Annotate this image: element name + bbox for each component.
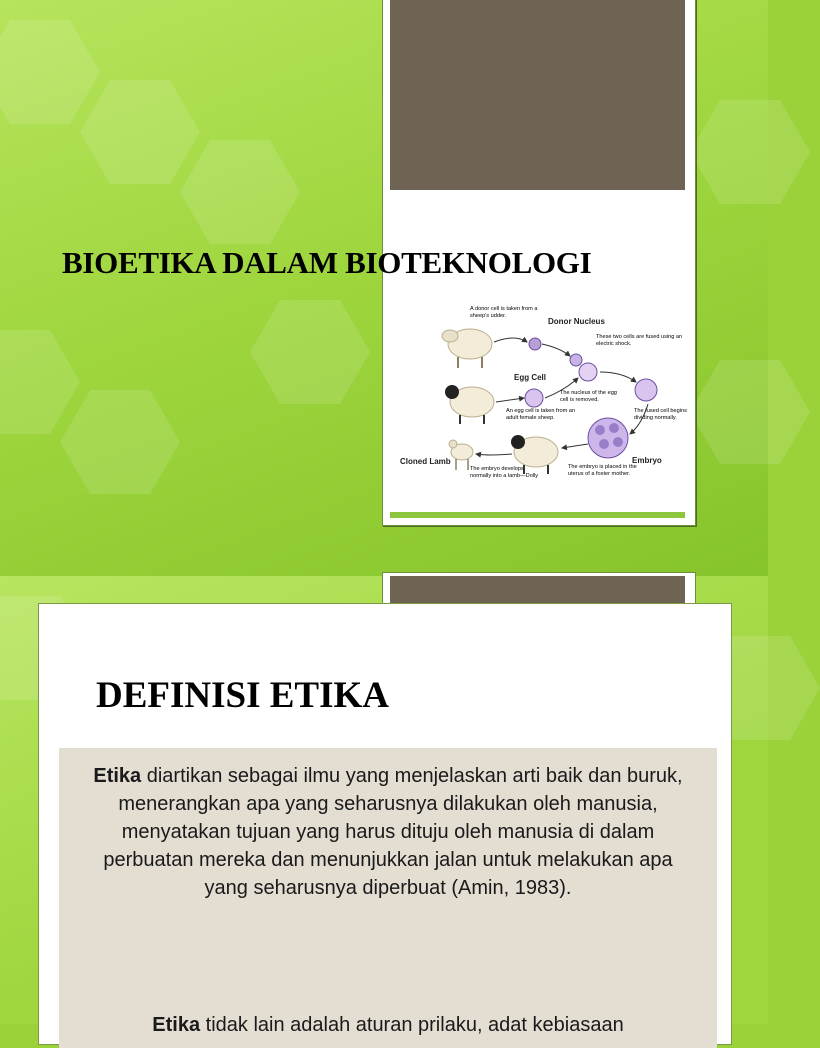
cloning-diagram-svg bbox=[390, 294, 693, 500]
bg-hexagon bbox=[180, 140, 300, 244]
panel-header-block bbox=[390, 0, 685, 190]
label-cloned-lamb: Cloned Lamb bbox=[400, 457, 451, 466]
bg-hexagon bbox=[690, 100, 810, 204]
blackface-sheep-icon bbox=[445, 385, 494, 424]
egg-cell-icon bbox=[525, 389, 543, 407]
term-etika: Etika bbox=[93, 765, 142, 787]
caption-egg-taken: An egg cell is taken from an adult female sheep. bbox=[506, 408, 576, 421]
bg-hexagon bbox=[690, 360, 810, 464]
definition-paragraph-1 bbox=[81, 762, 695, 902]
definition-text-2: tidak lain adalah aturan prilaku, adat kebiasaan bbox=[200, 1014, 624, 1036]
bg-hexagon bbox=[0, 20, 100, 124]
white-sheep-icon bbox=[442, 329, 492, 368]
label-embryo: Embryo bbox=[632, 456, 662, 465]
slide-title-text: BIOETIKA DALAM BIOTEKNOLOGI bbox=[62, 245, 592, 280]
bg-hexagon bbox=[60, 390, 180, 494]
definition-text-1: diartikan sebagai ilmu yang menjelaskan arti baik dan buruk, menerangkan apa yang seharusnya dilakukan oleh manusia, menyatakan tujuan yang harus dituju oleh manusia di dalam perbuatan mereka dan menunjukkan jalan untuk melakukan apa yang seharusnya diperbuat (Amin, 1983). bbox=[103, 765, 683, 899]
bg-hexagon bbox=[0, 330, 80, 434]
bg-hexagon bbox=[80, 80, 200, 184]
caption-donor-cell: A donor cell is taken from a sheep's udder. bbox=[470, 306, 538, 319]
definition-paragraph-2 bbox=[81, 1011, 695, 1039]
slide-definition bbox=[0, 576, 768, 1036]
caption-dividing: The fused cell begins dividing normally. bbox=[634, 408, 687, 421]
bg-hexagon bbox=[250, 300, 370, 404]
label-egg-cell: Egg Cell bbox=[514, 373, 547, 382]
dividing-cell-icon bbox=[635, 379, 657, 401]
embryo-icon bbox=[588, 418, 628, 458]
panel-accent-bar bbox=[390, 512, 685, 518]
caption-develops: The embryo develops normally into a lamb—Dolly bbox=[470, 466, 539, 479]
fused-cells-icon bbox=[570, 354, 582, 366]
caption-nucleus-removed: The nucleus of the egg cell is removed. bbox=[560, 390, 617, 403]
caption-fused: These two cells are fused using an electric shock. bbox=[596, 334, 683, 347]
term-etika: Etika bbox=[152, 1014, 201, 1036]
definition-title: DEFINISI ETIKA bbox=[96, 675, 390, 716]
fused-cell-icon bbox=[579, 363, 597, 381]
caption-placed: The embryo is placed in the uterus of a foster mother. bbox=[568, 464, 637, 477]
definition-box bbox=[59, 748, 717, 1048]
donor-cell-icon bbox=[529, 338, 541, 350]
cloning-diagram bbox=[390, 294, 693, 500]
label-donor-nucleus: Donor Nucleus bbox=[548, 317, 605, 326]
